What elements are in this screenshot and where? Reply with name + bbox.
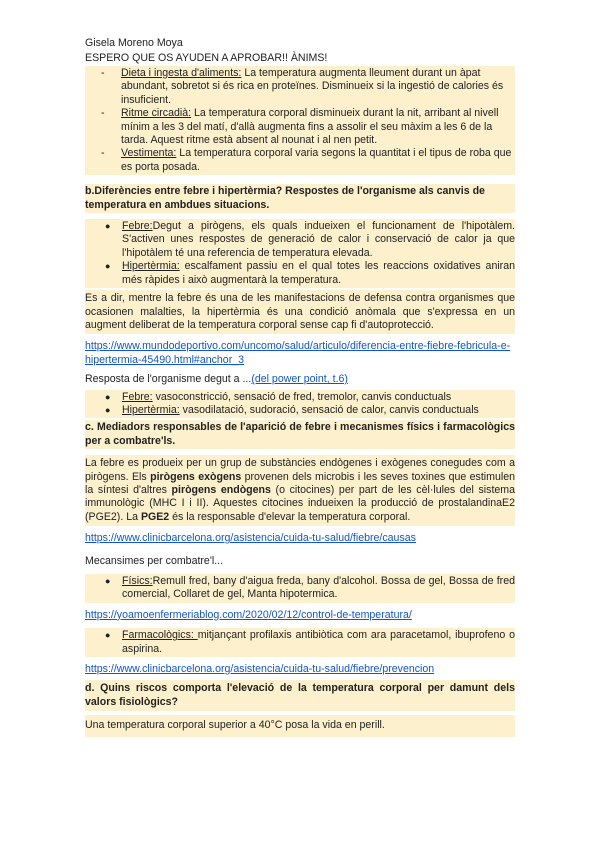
- yoamoenfermeria-link[interactable]: https://yoamoenfermeriablog.com/2020/02/12/control-de-temperatura/: [85, 608, 412, 621]
- section-c-paragraph: La febre es produeix per un grup de substàncies endògenes i exògenes conegudes com a pirògens. Els pirògens exògens provenen dels microbis i les seves toxines que estimulen la síntesi d'altres pirògens endògens (o citocines) per part de les cèl·lules del sistema immunològic (MHC I i II). Aquestes citocines indueixen la producció de prostalandinaE2 (PGE2). La PGE2 és la responsable d'elevar la temperatura corporal.: [85, 455, 515, 526]
- section-d-text: Una temperatura corporal superior a 40°C posa la vida en perill.: [85, 715, 515, 736]
- author-name: Gisela Moreno Moya: [85, 37, 183, 49]
- list-item: - Ritme circadià: La temperatura corporal disminueix durant la nit, arribant al nivell mínim a les 3 del matí, d'allà augmenta fins a assolir el seu màxim a les 6 de la tarda. Aquest ritme està absent al nounat i al nen petit.: [101, 107, 499, 147]
- section-b-list: [85, 219, 515, 288]
- list-item: ● Febre:Degut a pirògens, els quals indueixen el funcionament de l'hipotàlem. S'activen unes respostes de generació de calor i conservació de calor ja que l'hipotàlem té una referencia de temperatura elevada.: [105, 220, 515, 259]
- list-item: ● Farmacològics: mitjançant profilaxis antibiòtica com ara paracetamol, ibuprofeno o aspirina.: [105, 629, 515, 655]
- mundodeportivo-link[interactable]: https://www.mundodeportivo.com/uncomo/salud/articulo/diferencia-entre-fiebre-febricula-e-hipertermia-45490.html#anchor_3: [85, 340, 511, 366]
- section-b-paragraph: Es a dir, mentre la febre és una de les manifestacions de defensa contra organismes que ocasionen malalties, la hipertèrmia és una condició anòmala que s'expressa en un augment deliberat de la temperatura corporal sense cap fi d'autoprotecció.: [85, 290, 515, 334]
- clinic-prevencion-link[interactable]: https://www.clinicbarcelona.org/asistencia/cuida-tu-salud/fiebre/prevencion: [85, 663, 435, 676]
- intro-list: [85, 66, 515, 175]
- list-item: ● Hipertèrmia: escalfament passiu en el qual totes les reaccions oxidatives aniran més ràpides i això augmentarà la temperatura.: [105, 260, 515, 286]
- power-point-link[interactable]: (del power point, t.6): [251, 373, 348, 386]
- response-list: [85, 390, 515, 419]
- fisics-list: [85, 574, 515, 603]
- document-page: [85, 36, 515, 737]
- list-item: - Vestimenta: La temperatura corporal varia segons la quantitat i el tipus de roba que es porta posada.: [101, 147, 512, 173]
- list-item: - Dieta i ingesta d'aliments: La temperatura augmenta lleument durant un àpat abundant, sobretot si és rica en proteïnes. Disminueix si la ingestió de calories és insuficient.: [101, 67, 504, 106]
- motto-text: ESPERO QUE OS AYUDEN A APROBAR!! ÀNIMS!: [85, 52, 328, 64]
- section-d-heading: d. Quins riscos comporta l'elevació de la temperatura corporal per damunt dels valors fisiològics?: [85, 680, 515, 711]
- response-line: Resposta de l'organisme degut a ...(del power point, t.6): [85, 373, 348, 386]
- list-item: ● Físics:Remull fred, bany d'aigua freda, bany d'alcohol. Bossa de gel, Bossa de fred comercial, Collaret de gel, Manta hipotermica.: [105, 575, 515, 601]
- mechanisms-label: Mecansimes per combatre'l...: [85, 554, 224, 567]
- clinic-causas-link[interactable]: https://www.clinicbarcelona.org/asistencia/cuida-tu-salud/fiebre/causas: [85, 532, 416, 545]
- section-c-heading: c. Mediadors responsables de l'aparició de febre i mecanismes físics i farmacològics per a combatre'ls.: [85, 420, 515, 449]
- list-item: ● Hipertèrmia: vasodilatació, sudoració, sensació de calor, canvis conductuals: [105, 403, 479, 416]
- section-b-heading: b.Diferències entre febre i hipertèrmia? Respostes de l'organisme als canvis de temperatura en ambdues situacions.: [85, 184, 515, 213]
- list-item: ● Febre: vasoconstricció, sensació de fred, tremolor, canvis conductuals: [105, 390, 452, 403]
- farmacologics-list: [85, 628, 515, 657]
